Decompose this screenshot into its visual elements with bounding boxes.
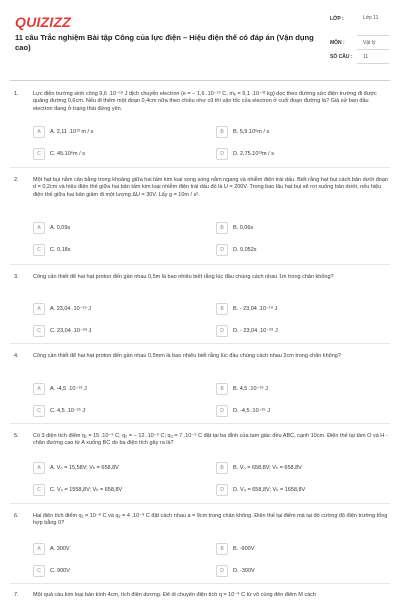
meta-row-class bbox=[327, 12, 389, 36]
answer-option[interactable] bbox=[216, 126, 366, 138]
option-letter-box: D bbox=[216, 244, 228, 256]
option-letter-box: C bbox=[33, 148, 45, 160]
answer-option[interactable] bbox=[33, 462, 183, 474]
question-number: 4. bbox=[14, 353, 19, 359]
question-number: 5. bbox=[14, 433, 19, 439]
option-letter-box: A bbox=[33, 126, 45, 138]
meta-row-count bbox=[327, 50, 389, 64]
option-text: A. 23,04 .10⁻¹⁹ J bbox=[50, 306, 92, 312]
option-letter-box: A bbox=[33, 303, 45, 315]
option-text: C. V₀ = 1558,8V; Vₕ = 658,8V bbox=[50, 487, 123, 493]
answer-option[interactable] bbox=[33, 383, 183, 395]
header-divider bbox=[10, 80, 390, 81]
option-text: A. 0,09s bbox=[50, 225, 71, 231]
meta-label: LỚP : bbox=[330, 16, 344, 22]
meta-row-subject bbox=[327, 36, 389, 50]
option-letter-box: D bbox=[216, 484, 228, 496]
answer-option[interactable] bbox=[216, 543, 366, 555]
option-text: B. - 23,04 .10⁻¹⁹ J bbox=[233, 306, 278, 312]
question-divider bbox=[10, 264, 390, 265]
question-divider bbox=[10, 167, 390, 168]
answer-option[interactable] bbox=[216, 148, 366, 160]
answer-option[interactable] bbox=[216, 222, 366, 234]
question-text: Có 3 điện tích điểm q₁ = 15 .10⁻⁹ C; q₂ = − 12 .10⁻⁹ C; q₃ = 7 .10⁻⁹ C đặt tại ba đỉnh của tam giác đều ABC, cạnh 10cm. Điện thế tại tâm O và H - chân đường cao từ A xuống BC do ba điện tích gây ra là? bbox=[33, 433, 388, 447]
option-letter-box: D bbox=[216, 148, 228, 160]
option-text: B. V₀ = 658,8V; Vₕ = 658,8V bbox=[233, 465, 302, 471]
answer-option[interactable] bbox=[216, 565, 366, 577]
option-letter-box: C bbox=[33, 405, 45, 417]
question-text: Một hạt bụi nằm cân bằng trong khoảng giữa hai tấm kim loại song song nằm ngang và nhiễm điện trái dấu. Biết rằng hạt bụi cách bản dưới đoạn d = 0,2cm và hiệu điện thế giữa hai bản tấm kim loại nhiễm điện trái dấu đó là U = 200V. Trong bao lâu hạt bụi sẽ rơi xuống bản dưới, nếu hiệu điện thế giữa hai bản giảm đi một lượng ΔU = 30V. Lấy g = 10m / s². bbox=[33, 177, 388, 198]
answer-option[interactable] bbox=[216, 405, 366, 417]
question-divider bbox=[10, 343, 390, 344]
question-number: 2. bbox=[14, 177, 19, 183]
option-text: A. 2,11 .10¹³ m / s bbox=[50, 129, 94, 135]
option-letter-box: B bbox=[216, 222, 228, 234]
option-letter-box: D bbox=[216, 565, 228, 577]
answer-option[interactable] bbox=[33, 126, 183, 138]
option-letter-box: C bbox=[33, 484, 45, 496]
option-text: C. 23,04 .10⁻²⁹ J bbox=[50, 328, 92, 334]
answer-option[interactable] bbox=[33, 222, 183, 234]
page-title: 11 câu Trắc nghiệm Bài tập Công của lực điện – Hiệu điện thế có đáp án (Vận dụng cao) bbox=[15, 33, 314, 52]
option-letter-box: B bbox=[216, 303, 228, 315]
answer-option[interactable] bbox=[216, 244, 366, 256]
meta-value: 11 bbox=[363, 54, 369, 60]
option-text: D. 2,75.10¹³m / s bbox=[233, 151, 274, 157]
question-text: Công cần thiết để hai hạt proton đến gần nhau 0,5mm là bao nhiêu biết rằng lúc đầu chúng cách nhau 2cm trong chân không? bbox=[33, 353, 341, 359]
option-letter-box: D bbox=[216, 325, 228, 337]
question-number: 6. bbox=[14, 513, 19, 519]
option-text: B. -900V bbox=[233, 546, 255, 552]
option-letter-box: C bbox=[33, 565, 45, 577]
option-text: D. 0,052s bbox=[233, 247, 257, 253]
answer-option[interactable] bbox=[33, 543, 183, 555]
option-text: D. -300V bbox=[233, 568, 255, 574]
question-number: 7. bbox=[14, 592, 19, 598]
answer-option[interactable] bbox=[33, 148, 183, 160]
meta-value: Vật lý bbox=[363, 40, 376, 46]
answer-option[interactable] bbox=[33, 484, 183, 496]
answer-option[interactable] bbox=[33, 244, 183, 256]
option-text: B. 0,06s bbox=[233, 225, 254, 231]
quizizz-logo: QUIZIZZ bbox=[15, 14, 71, 30]
answer-option[interactable] bbox=[216, 484, 366, 496]
question-text: Một quả cầu kim loại bán kính 4cm, tích điện dương. Để di chuyển điện tích q = 10⁻⁹ C từ vô cùng đến điểm M cách bbox=[33, 592, 316, 598]
option-text: A. 300V bbox=[50, 546, 70, 552]
option-letter-box: B bbox=[216, 383, 228, 395]
answer-option[interactable] bbox=[216, 383, 366, 395]
option-letter-box: C bbox=[33, 325, 45, 337]
question-text: Hai điện tích điểm q₁ = 10⁻⁸ C và q₂ = 4 .10⁻⁸ C đặt cách nhau a = 9cm trong chân không. Điện thế tại điểm mà tại đó cường độ điện trường tổng hợp bằng 0? bbox=[33, 513, 388, 527]
question-text: Lực điện trường sinh công 9,6 .10⁻¹⁸ J dịch chuyển electron (e = − 1,6 .10⁻¹⁹ C, mₑ = 9,1 .10⁻³¹ kg) dọc theo đường sức điện trường đi được quãng đường 0,6cm. Nếu đi thêm một đoạn 0,4cm nữa theo chiều như cũ thì vận tốc của electron ở cuối đoạn đường là? Giả sử ban đầu electron đang ở trạng thái đứng yên. bbox=[33, 91, 377, 112]
answer-option[interactable] bbox=[33, 405, 183, 417]
option-text: C. 0,18s bbox=[50, 247, 71, 253]
answer-option[interactable] bbox=[33, 565, 183, 577]
meta-label: MÔN : bbox=[330, 40, 345, 46]
question-divider bbox=[10, 503, 390, 504]
option-text: C. 4,5 .10⁻²⁵ J bbox=[50, 408, 86, 414]
option-letter-box: A bbox=[33, 383, 45, 395]
option-text: A. V₀ = 15,58V; Vₕ = 658,8V bbox=[50, 465, 119, 471]
option-text: B. 5,9.10⁶m / s bbox=[233, 129, 270, 135]
question-text: Công cần thiết để hai hạt proton đến gần nhau 0,5m là bao nhiêu biết rằng lúc đầu chúng cách nhau 1m trong chân không? bbox=[33, 274, 334, 280]
option-text: D. -4,5 .10⁻²⁵ J bbox=[233, 408, 270, 414]
option-text: C. 45.10⁶m / s bbox=[50, 151, 85, 157]
question-number: 1. bbox=[14, 91, 19, 97]
option-text: C. 900V bbox=[50, 568, 70, 574]
answer-option[interactable] bbox=[216, 303, 366, 315]
option-letter-box: D bbox=[216, 405, 228, 417]
option-letter-box: A bbox=[33, 222, 45, 234]
answer-option[interactable] bbox=[216, 325, 366, 337]
question-number: 3. bbox=[14, 274, 19, 280]
question-divider bbox=[10, 423, 390, 424]
question-divider bbox=[10, 583, 390, 584]
option-letter-box: A bbox=[33, 543, 45, 555]
option-letter-box: B bbox=[216, 543, 228, 555]
option-letter-box: C bbox=[33, 244, 45, 256]
meta-box bbox=[327, 12, 389, 64]
option-letter-box: A bbox=[33, 462, 45, 474]
option-letter-box: B bbox=[216, 126, 228, 138]
option-letter-box: B bbox=[216, 462, 228, 474]
meta-value: Lớp 11 bbox=[363, 15, 379, 21]
answer-option[interactable] bbox=[33, 325, 183, 337]
meta-label: SỐ CÂU : bbox=[330, 54, 353, 60]
option-text: D. V₀ = 658,8V; Vₕ = 1658,8V bbox=[233, 487, 306, 493]
option-text: A. -4,5 .10⁻¹⁹ J bbox=[50, 386, 87, 392]
option-text: D. - 23,04 .10⁻²⁹ J bbox=[233, 328, 278, 334]
option-text: B. 4,5 .10⁻¹⁹ J bbox=[233, 386, 268, 392]
answer-option[interactable] bbox=[216, 462, 366, 474]
answer-option[interactable] bbox=[33, 303, 183, 315]
